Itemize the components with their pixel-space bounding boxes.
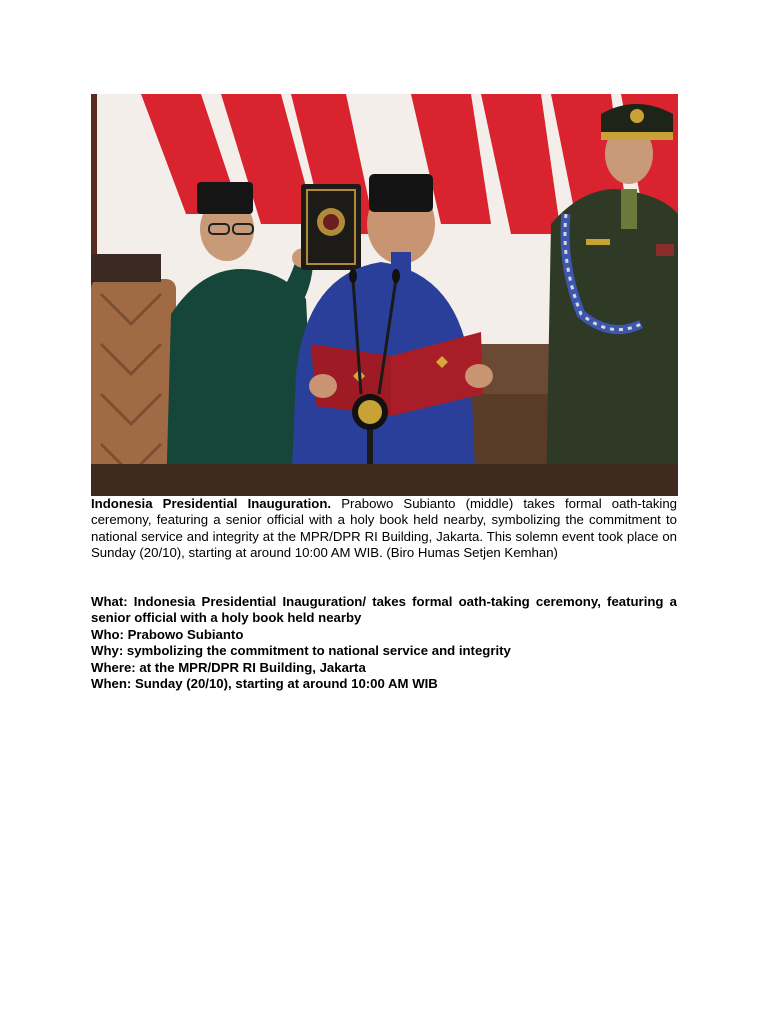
caption-body: Prabowo Subianto (middle) takes formal oath-taking ceremony, featuring a senior official with a holy book held nearby, symbolizing the commitment to national service and integrity at the MPR/DPR RI Building, Jakarta. This solemn event took place on Sunday (20/10), starting at around 10:00 AM WIB. (Biro Humas Setjen Kemhan) <box>91 496 678 561</box>
ceremony-photo-illustration <box>91 94 678 496</box>
holy-book <box>301 184 361 270</box>
fact-why: Why: symbolizing the commitment to national service and integrity <box>91 643 511 659</box>
fact-when: When: Sunday (20/10), starting at around 10:00 AM WIB <box>91 676 438 692</box>
fact-who: Who: Prabowo Subianto <box>91 626 244 642</box>
caption-title: Indonesia Presidential Inauguration. <box>91 496 332 511</box>
leather-chair <box>91 254 176 496</box>
fact-where: Where: at the MPR/DPR RI Building, Jakarta <box>91 659 366 675</box>
fact-what: What: Indonesia Presidential Inauguration/ takes formal oath-taking ceremony, featuring a senior official with a holy book held nearby <box>91 594 677 626</box>
ceremony-photo <box>91 94 678 496</box>
five-w-summary <box>91 594 677 692</box>
photo-caption <box>91 496 677 562</box>
